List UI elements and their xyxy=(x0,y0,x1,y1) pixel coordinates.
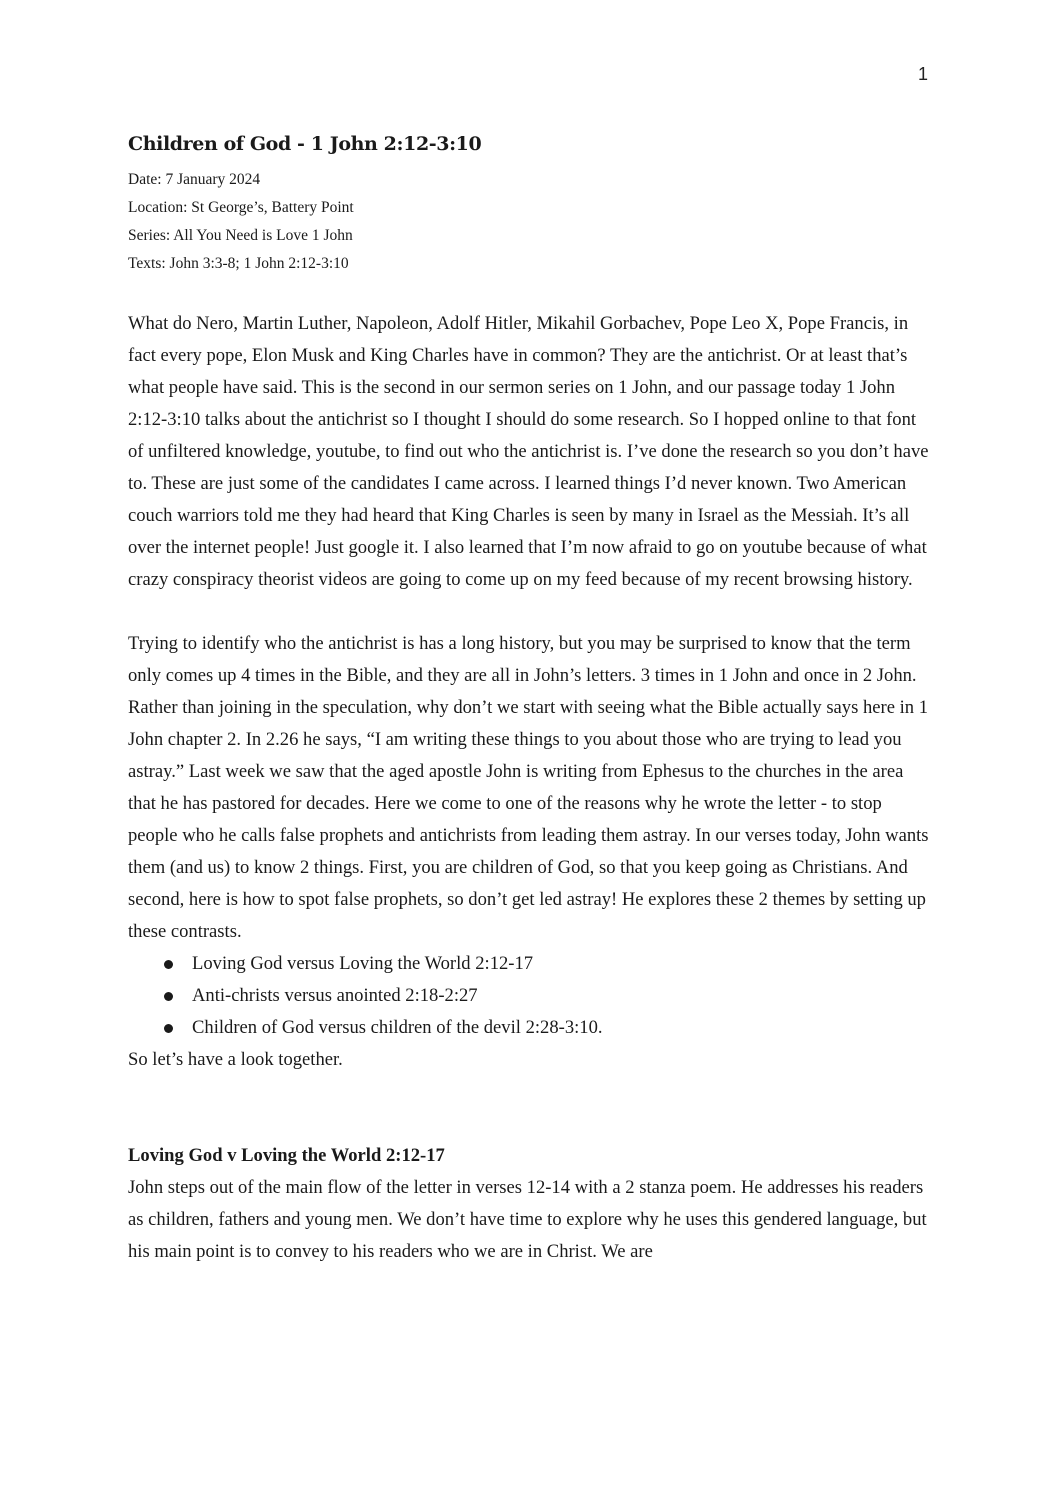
paragraph-spacer xyxy=(128,1076,933,1108)
paragraph-spacer xyxy=(128,596,933,628)
section-heading: Loving God v Loving the World 2:12-17 xyxy=(128,1145,445,1166)
bullet-icon xyxy=(164,960,173,969)
list-item-text: Anti-christs versus anointed 2:18-2:27 xyxy=(192,985,478,1006)
closing-line: So let’s have a look together. xyxy=(128,1049,343,1070)
meta-date: Date: 7 January 2024 xyxy=(128,171,261,188)
document-body xyxy=(128,130,933,1268)
bullet-icon xyxy=(164,992,173,1001)
meta-series: Series: All You Need is Love 1 John xyxy=(128,227,353,244)
paragraph-antichrist-history: Trying to identify who the antichrist is has a long history, but you may be surprised to know that the term only comes up 4 times in the Bible, and they are all in John’s letters. 3 times in 1 John and once in 2 John. Rather than joining in the speculation, why don’t we start with seeing what the Bible actually says here in 1 John chapter 2. In 2.26 he says, “I am writing these things to you about those who are trying to lead you astray.” Last week we saw that the aged apostle John is writing from Ephesus to the churches in the area that he has pastored for decades. Here we come to one of the reasons why he wrote the letter - to stop people who he calls false prophets and antichrists from leading them astray. In our verses today, John wants them (and us) to know 2 things. First, you are children of God, so that you keep going as Christians. And second, here is how to spot false prophets, so don’t get led astray! He explores these 2 themes by setting up these contrasts. xyxy=(128,633,929,942)
document-title: Children of God - 1 John 2:12-3:10 xyxy=(128,133,482,155)
list-item xyxy=(164,1012,933,1044)
list-item xyxy=(164,948,933,980)
paragraph-intro: What do Nero, Martin Luther, Napoleon, Adolf Hitler, Mikahil Gorbachev, Pope Leo X, Pope Francis, in fact every pope, Elon Musk and King Charles have in common? They are the antichrist. Or at least that’s what people have said. This is the second in our sermon series on 1 John, and our passage today 1 John 2:12-3:10 talks about the antichrist so I thought I should do some research. So I hopped online to that font of unfiltered knowledge, youtube, to find out who the antichrist is. I’ve done the research so you don’t have to. These are just some of the candidates I came across. I learned things I’d never known. Two American couch warriors told me they had heard that King Charles is seen by many in Israel as the Messiah. It’s all over the internet people! Just google it. I also learned that I’m now afraid to go on youtube because of what crazy conspiracy theorist videos are going to come up on my feed because of my recent browsing history. xyxy=(128,313,929,590)
meta-location: Location: St George’s, Battery Point xyxy=(128,199,354,216)
bullet-icon xyxy=(164,1024,173,1033)
contrast-list xyxy=(128,948,933,1044)
sermon-metadata xyxy=(128,166,933,278)
list-item xyxy=(164,980,933,1012)
paragraph-spacer xyxy=(128,1108,933,1140)
paragraph-poem: John steps out of the main flow of the letter in verses 12-14 with a 2 stanza poem. He addresses his readers as children, fathers and young men. We don’t have time to explore why he uses this gendered language, but his main point is to convey to his readers who we are in Christ. We are xyxy=(128,1177,927,1262)
page-number: 1 xyxy=(918,64,929,84)
meta-texts: Texts: John 3:3-8; 1 John 2:12-3:10 xyxy=(128,255,349,272)
list-item-text: Loving God versus Loving the World 2:12-17 xyxy=(192,953,534,974)
list-item-text: Children of God versus children of the devil 2:28-3:10. xyxy=(192,1017,603,1038)
